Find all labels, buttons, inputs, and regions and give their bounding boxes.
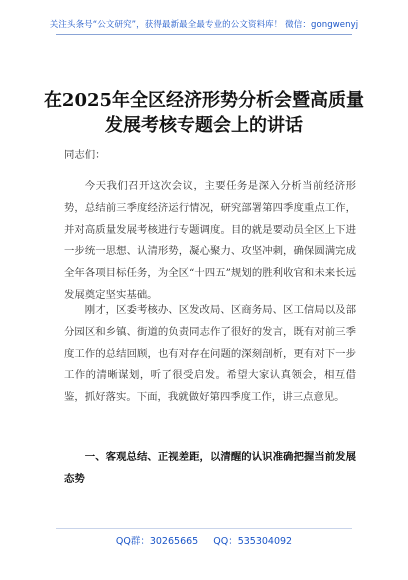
header-divider	[56, 34, 352, 35]
footer-qq: QQ：535304092	[213, 536, 293, 547]
footer-contact	[0, 533, 408, 547]
footer-divider	[56, 528, 352, 529]
document-title: 在2025年全区经济形势分析会暨高质量发展考核专题会上的讲话	[43, 90, 365, 136]
paragraph-2: 刚才，区委考核办、区发改局、区商务局、区工信局以及部分园区和乡镇、街道的负责同志作了很好的发言，既有对前三季度工作的总结回顾，也有对存在问题的深刻剖析，更有对下一步工作的清晰谋划，听了很受启发。希望大家认真领会，相互借鉴，抓好落实。下面，我就做好第四季度工作，讲三点意见。	[64, 304, 356, 404]
paragraph-1: 今天我们召开这次会议，主要任务是深入分析当前经济形势，总结前三季度经济运行情况，研究部署第四季度重点工作，并对高质量发展考核进行专题调度。目的就是要动员全区上下进一步统一思想、认清形势，凝心聚力、攻坚冲刺，确保圆满完成全年各项目标任务，为全区“十四五”规划的胜利收官和未来长远发展奠定坚实基础。	[64, 180, 356, 301]
footer-qq-group: QQ群：30265665	[115, 536, 199, 547]
header-banner: 关注头条号“公文研究”，获得最新最全最专业的公文资料库！ 微信：gongwenyj	[49, 20, 359, 30]
salutation: 同志们：	[64, 149, 106, 161]
section-heading-1: 一、客观总结、正视差距，以清醒的认识准确把握当前发展态势	[64, 451, 356, 485]
